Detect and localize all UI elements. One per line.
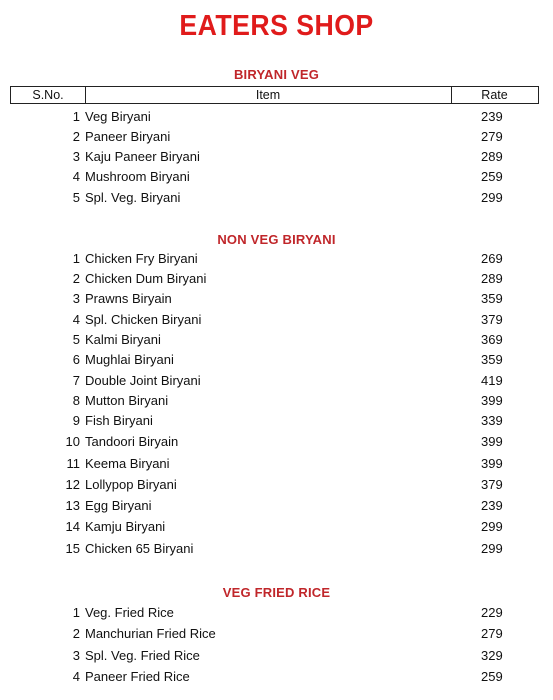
menu-row xyxy=(0,372,553,390)
menu-row xyxy=(0,331,553,349)
row-rate: 289 xyxy=(481,271,503,286)
row-sno: 3 xyxy=(72,291,80,306)
row-rate: 329 xyxy=(481,648,503,663)
menu-row xyxy=(0,412,553,430)
row-sno: 5 xyxy=(72,190,80,205)
row-rate: 259 xyxy=(481,169,503,184)
row-rate: 419 xyxy=(481,373,503,388)
row-rate: 399 xyxy=(481,393,503,408)
row-rate: 299 xyxy=(481,541,503,556)
row-item-name: Egg Biryani xyxy=(85,498,152,513)
menu-row xyxy=(0,148,553,166)
row-sno: 11 xyxy=(66,456,80,471)
menu-row xyxy=(0,647,553,665)
row-item-name: Keema Biryani xyxy=(85,456,170,471)
row-rate: 359 xyxy=(481,352,503,367)
row-item-name: Fish Biryani xyxy=(85,413,153,428)
menu-row xyxy=(0,392,553,410)
row-sno: 1 xyxy=(72,109,80,124)
row-item-name: Mughlai Biryani xyxy=(85,352,174,367)
row-sno: 2 xyxy=(72,626,80,641)
row-sno: 1 xyxy=(72,251,80,266)
menu-row xyxy=(0,668,553,686)
section-title-biryani-veg: BIRYANI VEG xyxy=(233,67,320,82)
row-rate: 239 xyxy=(481,498,503,513)
row-item-name: Double Joint Biryani xyxy=(85,373,201,388)
menu-row xyxy=(0,128,553,146)
header-item: Item xyxy=(85,87,452,103)
row-rate: 369 xyxy=(481,332,503,347)
row-item-name: Chicken Dum Biryani xyxy=(85,271,207,286)
row-rate: 299 xyxy=(481,190,503,205)
row-item-name: Veg Biryani xyxy=(85,109,151,124)
row-rate: 239 xyxy=(481,109,503,124)
row-rate: 399 xyxy=(481,434,503,449)
row-sno: 14 xyxy=(65,519,80,534)
menu-row xyxy=(0,189,553,207)
row-rate: 279 xyxy=(481,626,503,641)
shop-title: EATERS SHOP xyxy=(179,10,374,42)
row-sno: 4 xyxy=(72,169,80,184)
row-item-name: Mushroom Biryani xyxy=(85,169,190,184)
row-item-name: Chicken 65 Biryani xyxy=(85,541,194,556)
row-item-name: Kaju Paneer Biryani xyxy=(85,149,200,164)
row-sno: 12 xyxy=(65,477,80,492)
menu-row xyxy=(0,476,553,494)
menu-row xyxy=(0,518,553,536)
section-title-non-veg-biryani: NON VEG BIRYANI xyxy=(217,232,336,247)
row-rate: 299 xyxy=(481,519,503,534)
row-item-name: Spl. Veg. Fried Rice xyxy=(85,648,200,663)
menu-row xyxy=(0,270,553,288)
row-sno: 13 xyxy=(65,498,80,513)
menu-row xyxy=(0,625,553,643)
row-sno: 5 xyxy=(72,332,80,347)
row-sno: 4 xyxy=(72,312,80,327)
row-rate: 269 xyxy=(481,251,503,266)
row-sno: 2 xyxy=(72,271,80,286)
row-rate: 339 xyxy=(481,413,503,428)
menu-row xyxy=(0,604,553,622)
row-rate: 229 xyxy=(481,605,503,620)
section-title-veg-fried-rice: VEG FRIED RICE xyxy=(222,585,331,600)
menu-row xyxy=(0,540,553,558)
row-item-name: Spl. Chicken Biryani xyxy=(85,312,202,327)
header-sno: S.No. xyxy=(11,87,86,103)
row-item-name: Paneer Fried Rice xyxy=(85,669,190,684)
row-item-name: Spl. Veg. Biryani xyxy=(85,190,181,205)
row-rate: 279 xyxy=(481,129,503,144)
row-sno: 4 xyxy=(72,669,80,684)
row-item-name: Mutton Biryani xyxy=(85,393,169,408)
row-sno: 10 xyxy=(65,434,80,449)
row-sno: 7 xyxy=(72,373,80,388)
row-item-name: Kamju Biryani xyxy=(85,519,166,534)
row-rate: 399 xyxy=(481,456,503,471)
row-sno: 1 xyxy=(72,605,80,620)
row-item-name: Prawns Biryain xyxy=(85,291,172,306)
row-rate: 259 xyxy=(481,669,503,684)
menu-row xyxy=(0,250,553,268)
row-item-name: Kalmi Biryani xyxy=(85,332,161,347)
row-sno: 3 xyxy=(72,149,80,164)
row-item-name: Tandoori Biryain xyxy=(85,434,179,449)
row-rate: 289 xyxy=(481,149,503,164)
menu-row xyxy=(0,290,553,308)
row-sno: 3 xyxy=(72,648,80,663)
row-sno: 8 xyxy=(72,393,80,408)
menu-row xyxy=(0,433,553,451)
row-sno: 9 xyxy=(72,413,80,428)
row-item-name: Manchurian Fried Rice xyxy=(85,626,216,641)
row-sno: 15 xyxy=(65,541,80,556)
menu-row xyxy=(0,497,553,515)
row-sno: 6 xyxy=(72,352,80,367)
table-header xyxy=(10,86,539,104)
row-item-name: Lollypop Biryani xyxy=(85,477,177,492)
row-rate: 359 xyxy=(481,291,503,306)
menu-row xyxy=(0,311,553,329)
row-sno: 2 xyxy=(72,129,80,144)
menu-row xyxy=(0,168,553,186)
row-rate: 379 xyxy=(481,312,503,327)
row-item-name: Veg. Fried Rice xyxy=(85,605,174,620)
row-item-name: Paneer Biryani xyxy=(85,129,171,144)
menu-row xyxy=(0,455,553,473)
header-rate: Rate xyxy=(481,88,508,102)
menu-row xyxy=(0,108,553,126)
menu-row xyxy=(0,351,553,369)
row-rate: 379 xyxy=(481,477,503,492)
row-item-name: Chicken Fry Biryani xyxy=(85,251,198,266)
